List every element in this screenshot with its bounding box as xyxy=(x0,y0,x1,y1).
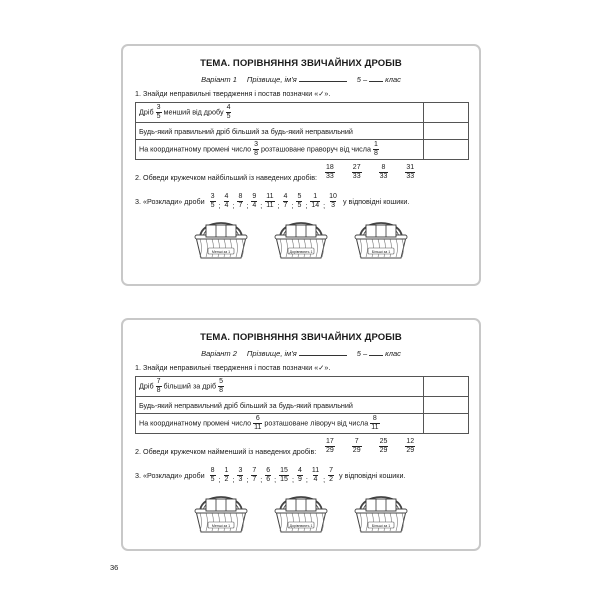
denominator: 2 xyxy=(224,476,229,483)
numerator: 6 xyxy=(255,415,260,422)
statement-cell: Будь-який неправильний дріб більший за будь-який правильний xyxy=(136,397,424,414)
numerator: 4 xyxy=(283,193,288,200)
denominator: 7 xyxy=(238,202,243,209)
basket-label: Дорівнюють 1 xyxy=(289,523,313,528)
sort-fraction xyxy=(311,467,320,484)
task-2-fractions xyxy=(323,164,417,181)
basket-label: Більші за 1 xyxy=(371,249,391,254)
denominator: 29 xyxy=(379,447,388,454)
baskets-row xyxy=(123,216,479,260)
checkmark-answer-cell[interactable] xyxy=(424,103,469,123)
circle-choice-fraction[interactable] xyxy=(352,438,362,455)
sort-fraction xyxy=(283,193,289,210)
denominator: 5 xyxy=(210,202,215,209)
statement-row xyxy=(136,397,469,414)
denominator: 8 xyxy=(373,150,378,157)
name-field-label: Прізвище, ім'я xyxy=(247,349,347,358)
variant-label: Варіант 1 xyxy=(201,75,237,84)
numerator: 3 xyxy=(254,141,259,148)
numerator: 12 xyxy=(406,438,415,445)
basket-body xyxy=(196,511,246,532)
statement-cell xyxy=(136,414,424,434)
comma-separator: ; xyxy=(218,201,221,210)
numerator: 31 xyxy=(406,164,415,171)
name-input-line[interactable] xyxy=(299,81,347,82)
numerator: 4 xyxy=(226,104,231,111)
numerator: 7 xyxy=(252,467,257,474)
answer-box-frame xyxy=(206,499,236,511)
denominator: 11 xyxy=(371,424,379,431)
denominator: 4 xyxy=(224,202,229,209)
circle-choice-fraction[interactable] xyxy=(405,438,415,455)
denominator: 4 xyxy=(252,202,257,209)
basket-3[interactable] xyxy=(352,216,410,260)
circle-choice-fraction[interactable] xyxy=(405,164,415,181)
class-suffix: клас xyxy=(385,349,401,358)
numerator: 15 xyxy=(280,467,288,474)
sort-fraction xyxy=(224,193,230,210)
numerator: 4 xyxy=(224,193,229,200)
numerator: 5 xyxy=(219,378,224,385)
basket-body xyxy=(356,511,406,532)
sort-fraction xyxy=(251,193,257,210)
circle-choice-fraction[interactable] xyxy=(325,438,335,455)
variant-label: Варіант 2 xyxy=(201,349,237,358)
denominator: 15 xyxy=(280,476,288,483)
sort-fraction xyxy=(279,467,289,484)
statement-fraction xyxy=(370,415,379,432)
basket-body xyxy=(196,237,246,258)
baskets-row xyxy=(123,490,479,534)
statement-fraction xyxy=(156,378,162,395)
denominator: 8 xyxy=(219,387,224,394)
answer-box-frame xyxy=(286,225,316,237)
sort-fraction xyxy=(310,193,320,210)
statement-text: розташоване праворуч від числа xyxy=(261,144,371,154)
class-input-line[interactable] xyxy=(369,81,383,82)
basket-label: Більші за 1 xyxy=(371,523,391,528)
denominator: 8 xyxy=(254,150,259,157)
sort-fraction xyxy=(224,467,230,484)
sort-fraction xyxy=(237,193,243,210)
numerator: 3 xyxy=(238,467,243,474)
comma-separator: ; xyxy=(218,475,221,484)
comma-separator: ; xyxy=(291,201,294,210)
worksheet-card-variant-2 xyxy=(121,318,481,551)
class-prefix: 5 – xyxy=(356,75,368,84)
statement-text: На координатному промені число xyxy=(139,418,252,428)
name-input-line[interactable] xyxy=(299,355,347,356)
sort-fraction xyxy=(296,193,302,210)
task-2 xyxy=(135,438,479,464)
denominator: 29 xyxy=(326,447,334,454)
basket-label: Дорівнюють 1 xyxy=(289,249,313,254)
statement-text: На координатному промені число xyxy=(139,144,252,154)
class-field xyxy=(357,75,401,84)
denominator: 5 xyxy=(210,476,215,483)
statement-fraction xyxy=(226,104,232,121)
sort-fraction xyxy=(328,467,334,484)
denominator: 6 xyxy=(266,476,271,483)
numerator: 8 xyxy=(381,164,386,171)
comma-separator: ; xyxy=(260,475,263,484)
numerator: 11 xyxy=(311,467,320,474)
statement-fraction xyxy=(218,378,224,395)
numerator: 7 xyxy=(354,438,359,445)
class-suffix: клас xyxy=(385,75,401,84)
numerator: 1 xyxy=(224,467,229,474)
checkmark-answer-cell[interactable] xyxy=(424,140,469,160)
numerator: 25 xyxy=(379,438,388,445)
circle-choice-fraction[interactable] xyxy=(379,164,389,181)
numerator: 3 xyxy=(156,104,161,111)
numerator: 7 xyxy=(329,467,334,474)
statement-text: розташоване ліворуч від числа xyxy=(264,418,369,428)
comma-separator: ; xyxy=(291,475,294,484)
statement-text: Дріб xyxy=(139,381,154,391)
task-3-instruction: 3. «Розклади» дроби xyxy=(135,197,205,206)
sort-fraction xyxy=(251,467,257,484)
sort-fraction xyxy=(265,467,271,484)
numerator: 8 xyxy=(238,193,243,200)
denominator: 29 xyxy=(406,447,415,454)
statement-cell xyxy=(136,377,424,397)
statement-row xyxy=(136,123,469,140)
answer-box-frame xyxy=(366,225,396,237)
numerator: 27 xyxy=(352,164,361,171)
denominator: 8 xyxy=(156,387,161,394)
basket-1[interactable] xyxy=(192,490,250,534)
statement-fraction xyxy=(156,104,162,121)
numerator: 11 xyxy=(266,193,274,200)
statement-cell xyxy=(136,103,424,123)
comma-separator: ; xyxy=(246,475,249,484)
comma-separator: ; xyxy=(305,201,308,210)
statement-fraction xyxy=(253,415,262,432)
task-3-fractions xyxy=(208,467,336,484)
denominator: 33 xyxy=(406,173,415,180)
denominator: 4 xyxy=(313,476,318,483)
numerator: 8 xyxy=(210,467,215,474)
statement-text: менший від дробу xyxy=(163,107,224,117)
statement-row xyxy=(136,414,469,434)
denominator: 5 xyxy=(156,113,161,120)
denominator: 33 xyxy=(326,173,334,180)
basket-body xyxy=(276,511,326,532)
task-2-fractions xyxy=(323,438,417,455)
task-3-fractions xyxy=(208,193,340,210)
denominator: 5 xyxy=(297,202,302,209)
task-3-instruction-end: у відповідні кошики. xyxy=(339,471,406,480)
checkmark-answer-cell[interactable] xyxy=(424,397,469,414)
basket-body xyxy=(356,237,406,258)
statement-fraction xyxy=(253,141,259,158)
sort-fraction xyxy=(210,193,216,210)
task-3-instruction: 3. «Розклади» дроби xyxy=(135,471,205,480)
statement-cell: Будь-який правильний дріб більший за будь-який неправильний xyxy=(136,123,424,140)
statements-table xyxy=(135,376,469,434)
page-number: 36 xyxy=(110,563,119,572)
comma-separator: ; xyxy=(277,201,280,210)
checkmark-answer-cell[interactable] xyxy=(424,414,469,434)
basket-label: Менші за 1 xyxy=(211,249,231,254)
denominator: 11 xyxy=(254,424,262,431)
denominator: 7 xyxy=(252,476,257,483)
task-2 xyxy=(135,164,479,190)
answer-box-frame xyxy=(286,499,316,511)
statement-row xyxy=(136,377,469,397)
task-3 xyxy=(135,467,479,484)
class-prefix: 5 – xyxy=(356,349,368,358)
task-2-instruction: 2. Обведи кружечком найбільший із наведених дробів: xyxy=(135,173,318,182)
numerator: 8 xyxy=(372,415,377,422)
statement-cell xyxy=(136,140,424,160)
numerator: 18 xyxy=(326,164,334,171)
statement-row xyxy=(136,103,469,123)
numerator: 10 xyxy=(329,193,337,200)
task-3 xyxy=(135,193,479,210)
answer-box-frame xyxy=(206,225,236,237)
basket-label: Менші за 1 xyxy=(211,523,231,528)
sort-fraction xyxy=(328,193,338,210)
statement-fraction xyxy=(373,141,379,158)
denominator: 2 xyxy=(329,476,334,483)
denominator: 3 xyxy=(238,476,243,483)
sort-fraction xyxy=(237,467,243,484)
denominator: 11 xyxy=(266,202,274,209)
statement-row xyxy=(136,140,469,160)
denominator: 33 xyxy=(379,173,388,180)
denominator: 3 xyxy=(331,202,335,209)
circle-choice-fraction[interactable] xyxy=(379,438,389,455)
statements-table xyxy=(135,102,469,160)
statement-text: більший за дріб xyxy=(163,381,217,391)
comma-separator: ; xyxy=(305,475,308,484)
numerator: 7 xyxy=(156,378,161,385)
task-1-instruction: 1. Знайди неправильні твердження і постав позначки «✓». xyxy=(135,363,331,372)
class-input-line[interactable] xyxy=(369,355,383,356)
task-1-instruction: 1. Знайди неправильні твердження і постав позначки «✓». xyxy=(135,89,331,98)
numerator: 1 xyxy=(313,193,318,200)
comma-separator: ; xyxy=(232,201,235,210)
comma-separator: ; xyxy=(246,201,249,210)
denominator: 14 xyxy=(311,202,320,209)
denominator: 29 xyxy=(352,447,361,454)
comma-separator: ; xyxy=(232,475,235,484)
basket-body xyxy=(276,237,326,258)
numerator: 4 xyxy=(297,467,302,474)
checkmark-answer-cell[interactable] xyxy=(424,377,469,397)
class-field xyxy=(357,349,401,358)
comma-separator: ; xyxy=(260,201,263,210)
sort-fraction xyxy=(265,193,274,210)
numerator: 1 xyxy=(373,141,378,148)
numerator: 17 xyxy=(326,438,334,445)
worksheet-title: ТЕМА. ПОРІВНЯННЯ ЗВИЧАЙНИХ ДРОБІВ xyxy=(200,332,402,343)
numerator: 3 xyxy=(210,193,215,200)
denominator: 33 xyxy=(352,173,361,180)
denominator: 7 xyxy=(283,202,288,209)
worksheet-card-variant-1 xyxy=(121,44,481,286)
denominator: 5 xyxy=(226,113,231,120)
basket-2[interactable] xyxy=(272,216,330,260)
sort-fraction xyxy=(210,467,216,484)
basket-1[interactable] xyxy=(192,216,250,260)
worksheet-title: ТЕМА. ПОРІВНЯННЯ ЗВИЧАЙНИХ ДРОБІВ xyxy=(200,58,402,69)
student-info-line xyxy=(123,349,479,358)
task-2-instruction: 2. Обведи кружечком найменший із наведених дробів: xyxy=(135,447,317,456)
task-3-instruction-end: у відповідні кошики. xyxy=(342,197,410,206)
numerator: 6 xyxy=(266,467,271,474)
comma-separator: ; xyxy=(323,201,326,210)
comma-separator: ; xyxy=(274,475,277,484)
checkmark-answer-cell[interactable] xyxy=(424,123,469,140)
statement-text: Дріб xyxy=(139,107,154,117)
basket-2[interactable] xyxy=(272,490,330,534)
basket-3[interactable] xyxy=(352,490,410,534)
denominator: 9 xyxy=(297,476,302,483)
answer-box-frame xyxy=(366,499,396,511)
numerator: 9 xyxy=(252,193,257,200)
name-field-label: Прізвище, ім'я xyxy=(247,75,347,84)
circle-choice-fraction[interactable] xyxy=(325,164,335,181)
numerator: 5 xyxy=(297,193,302,200)
student-info-line xyxy=(123,75,479,84)
circle-choice-fraction[interactable] xyxy=(352,164,362,181)
comma-separator: ; xyxy=(323,475,326,484)
sort-fraction xyxy=(297,467,303,484)
